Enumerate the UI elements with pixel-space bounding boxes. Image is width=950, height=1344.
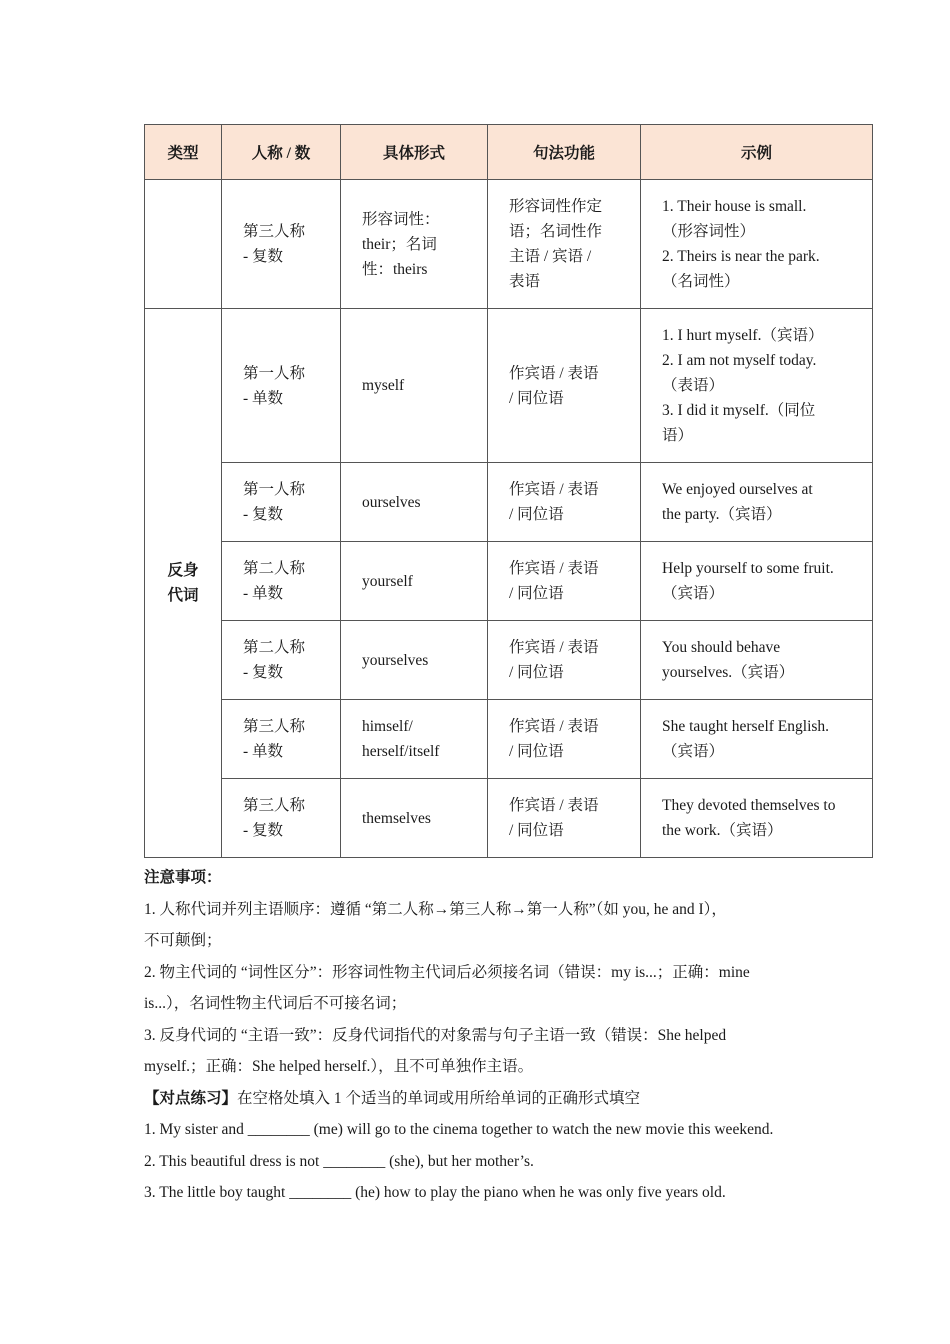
header-example: 示例	[641, 125, 873, 180]
cell-line: ourselves	[362, 493, 421, 511]
cell-line: 语）	[662, 427, 694, 444]
cell-line: himself/	[362, 718, 413, 735]
table-row	[145, 463, 873, 542]
practice-item: 1. My sister and ________ (me) will go to the cinema together to watch the new movie this weekend.	[144, 1121, 774, 1138]
cell-line: / 同位语	[509, 585, 564, 602]
cell-line: - 复数	[243, 822, 284, 839]
cell-line: / 同位语	[509, 743, 564, 760]
cell-line: 第三人称	[243, 718, 306, 735]
example-cell	[641, 463, 873, 542]
header-type: 类型	[145, 125, 222, 180]
cell-line: 2. Theirs is near the park.	[662, 248, 820, 265]
table-row	[145, 180, 873, 309]
cell-line: yourselves.（宾语）	[662, 664, 795, 681]
notes-section	[144, 862, 872, 1209]
cell-line: 1. I hurt myself.（宾语）	[662, 327, 824, 344]
function-cell	[488, 542, 641, 621]
cell-line: 反身	[167, 562, 199, 579]
cell-line: （宾语）	[662, 743, 725, 760]
cell-line: / 同位语	[509, 664, 564, 681]
function-cell	[488, 700, 641, 779]
cell-line: 作宾语 / 表语	[509, 364, 599, 382]
notes-heading: 注意事项：	[144, 869, 222, 886]
cell-line: 形容词性作定	[509, 198, 603, 215]
form-cell	[341, 463, 488, 542]
cell-line: 第三人称	[243, 797, 306, 814]
cell-line: myself	[362, 377, 405, 394]
cell-line: Help yourself to some fruit.	[662, 560, 834, 577]
cell-line: 表语	[509, 273, 541, 290]
pronoun-table	[144, 124, 873, 858]
table-row	[145, 621, 873, 700]
cell-line: 第三人称	[243, 223, 306, 240]
cell-line: / 同位语	[509, 389, 564, 407]
function-cell	[488, 309, 641, 463]
person-cell	[222, 621, 341, 700]
cell-line: We enjoyed ourselves at	[662, 481, 813, 498]
example-cell	[641, 779, 873, 858]
cell-line: yourselves	[362, 651, 429, 669]
cell-line: 3. I did it myself.（同位	[662, 402, 816, 419]
table-row	[145, 779, 873, 858]
function-cell	[488, 621, 641, 700]
function-cell	[488, 463, 641, 542]
cell-line: 第二人称	[243, 639, 306, 656]
cell-line: the work.（宾语）	[662, 822, 783, 839]
table-row	[145, 542, 873, 621]
practice-heading	[144, 1083, 872, 1115]
cell-line: 作宾语 / 表语	[509, 560, 599, 577]
person-cell	[222, 542, 341, 621]
type-cell-empty	[145, 180, 222, 309]
form-cell	[341, 621, 488, 700]
cell-line: 形容词性：	[362, 210, 440, 228]
note-line: 1. 人称代词并列主语顺序：遵循 “第二人称→第三人称→第一人称”（如 you, he and I），	[144, 900, 727, 918]
cell-line: 代词	[167, 587, 199, 604]
cell-line: / 同位语	[509, 822, 564, 839]
note-line: 3. 反身代词的 “主语一致”：反身代词指代的对象需与句子主语一致（错误：She helped	[144, 1026, 727, 1044]
cell-line: 性：theirs	[362, 260, 428, 278]
cell-line: - 单数	[243, 743, 284, 760]
example-cell	[641, 180, 873, 309]
cell-line: / 同位语	[509, 506, 564, 523]
person-cell	[222, 180, 341, 309]
form-cell	[341, 542, 488, 621]
cell-line: the party.（宾语）	[662, 506, 782, 523]
note-line: 2. 物主代词的 “词性区分”：形容词性物主代词后必须接名词（错误：my is...；正确：mine	[144, 963, 750, 981]
header-function: 句法功能	[488, 125, 641, 180]
cell-line: （宾语）	[662, 585, 725, 602]
form-cell	[341, 180, 488, 309]
person-cell	[222, 700, 341, 779]
practice-title: 【对点练习】	[144, 1089, 238, 1107]
cell-line: 作宾语 / 表语	[509, 797, 599, 814]
example-cell	[641, 621, 873, 700]
cell-line: their；名词	[362, 235, 437, 253]
cell-line: 主语 / 宾语 /	[509, 248, 592, 265]
cell-line: 1. Their house is small.	[662, 198, 807, 215]
person-cell	[222, 779, 341, 858]
cell-line: 2. I am not myself today.	[662, 352, 817, 369]
function-cell	[488, 180, 641, 309]
cell-line: （形容词性）	[662, 223, 756, 240]
cell-line: - 复数	[243, 248, 284, 265]
person-cell	[222, 309, 341, 463]
example-cell	[641, 542, 873, 621]
table-header-row	[145, 125, 873, 180]
table-row	[145, 309, 873, 463]
cell-line: 作宾语 / 表语	[509, 639, 599, 656]
cell-line: They devoted themselves to	[662, 797, 836, 814]
example-cell	[641, 309, 873, 463]
function-cell	[488, 779, 641, 858]
cell-line: - 单数	[243, 389, 284, 407]
table-row	[145, 700, 873, 779]
practice-item: 2. This beautiful dress is not ________ (she), but her mother’s.	[144, 1152, 534, 1170]
form-cell	[341, 779, 488, 858]
note-line: is...），名词性物主代词后不可接名词；	[144, 995, 407, 1012]
header-person-number: 人称 / 数	[222, 125, 341, 180]
cell-line: 第二人称	[243, 560, 306, 577]
cell-line: themselves	[362, 809, 431, 827]
document-page	[144, 124, 872, 1209]
cell-line: yourself	[362, 572, 413, 590]
cell-line: - 复数	[243, 506, 284, 523]
cell-line: 作宾语 / 表语	[509, 718, 599, 735]
cell-line: 作宾语 / 表语	[509, 481, 599, 498]
cell-line: 第一人称	[243, 364, 306, 382]
header-form: 具体形式	[341, 125, 488, 180]
cell-line: （表语）	[662, 377, 725, 394]
person-cell	[222, 463, 341, 542]
cell-line: 语；名词性作	[509, 223, 603, 240]
form-cell	[341, 309, 488, 463]
type-cell-reflexive	[145, 309, 222, 858]
cell-line: 第一人称	[243, 481, 306, 498]
cell-line: herself/itself	[362, 743, 440, 760]
cell-line: （名词性）	[662, 273, 740, 290]
note-line: 不可颠倒；	[144, 932, 222, 949]
practice-item: 3. The little boy taught ________ (he) how to play the piano when he was only five years old.	[144, 1184, 726, 1201]
cell-line: - 单数	[243, 585, 284, 602]
cell-line: You should behave	[662, 639, 781, 656]
practice-instruction: 在空格处填入 1 个适当的单词或用所给单词的正确形式填空	[237, 1089, 641, 1107]
form-cell	[341, 700, 488, 779]
note-line: myself.；正确：She helped herself.），且不可单独作主语。	[144, 1058, 534, 1075]
cell-line: - 复数	[243, 664, 284, 681]
cell-line: She taught herself English.	[662, 718, 830, 735]
example-cell	[641, 700, 873, 779]
